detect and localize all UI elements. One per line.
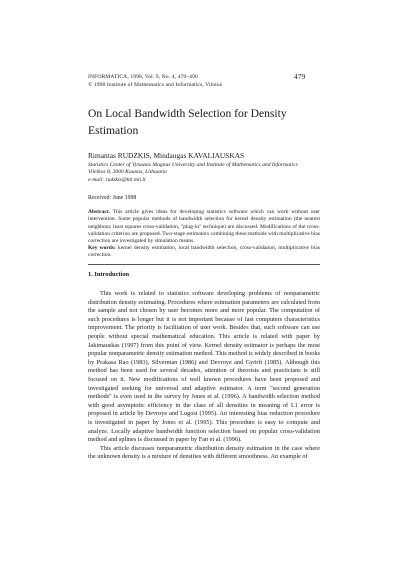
affiliation-email: e-mail: rudzkis@ktl.mii.lt (88, 176, 146, 183)
affiliation (88, 162, 348, 184)
abstract-text: This article gives ideas for developing statistics software which can work without user intervention. Some popular methods of bandwidth selection for kernel density estimation (the nearest neighbour, least squares cross-validation, "plug-in" technique) are discussed. Modifications of the cross-validation criterion are proposed. Two-stage estimators combining these methods with multiplicative bias correction are investigated by simulation means. (88, 209, 320, 245)
body-text (88, 290, 320, 462)
copyright-line: © 1998 Institute of Mathematics and Informatics, Vilnius (88, 81, 223, 88)
page-number: 479 (294, 72, 306, 81)
keywords-label: Key words: (88, 245, 116, 251)
paragraph: This article discusses nonparametric distribution density estimation in the case where the unknown density is a mixture of densities with different smoothness. An example of (88, 444, 320, 461)
affiliation-institution: Statistics Center of Vytautas Magnus University and Institute of Mathematics and Informatics (88, 162, 298, 168)
keywords-text: kernel density estimation, local bandwidth selection, cross-validation, multiplicative bias correction. (88, 245, 321, 259)
received-date: Received: June 1998 (88, 195, 137, 201)
affiliation-address: Vileikos 8, 3000 Kaunas, Lithuania (88, 169, 167, 176)
paragraph: This work is related to statistics software developing problems of nonparametric distribution density estimating. Procedures where estimation parameters are calculated from the sample and not chosen by user becomes more and more popular. The computation of such procedures is longer but it is not important because of fast computers characteristics improvement. The priority is facilitation of user work. Besides that, such software can use people without special mathematical education. This article is related with paper by Jakimauskas (1997) from this point of view. Kernel density estimator is perhaps the most popular nonparametric density estimation method. This method is widely described in books by Prakasa Rao (1983), Silverman (1986) and Devroye and Györfi (1985). Although this method has been used for several decades, attention of theorists and practicians is still focused on it. New modifications of well known procedures have been proposed and investigated seeking for universal and adaptive estimator. A term "second generation methods" is even used in the survey by Jones et al. (1996). A bandwidth selection method with good asymptotic efficiency in the class of all densities in meaning of L1 error is proposed in article by Devroye and Lugosi (1995). An interesting bias reduction procedure is investigated in paper by Jones et al. (1995). This procedure is easy to compute and analyze. Locally adaptive bandwidth function selection based on popular cross-validation method and splines is discussed in paper by Fan et al. (1996). (88, 290, 320, 444)
abstract-label: Abstract. (88, 209, 110, 215)
abstract (88, 209, 320, 245)
section-heading: 1. Introduction (88, 271, 130, 278)
authors: Rimantas RUDZKIS, Mindaugas KAVALIAUSKAS (88, 151, 245, 160)
article-title: On Local Bandwidth Selection for Density Estimation (88, 107, 287, 137)
journal-header (88, 74, 222, 89)
divider (88, 264, 320, 265)
journal-citation: INFORMATICA, 1998, Vol. 9, No. 4, 479–490 (88, 74, 198, 80)
keywords (88, 245, 320, 260)
